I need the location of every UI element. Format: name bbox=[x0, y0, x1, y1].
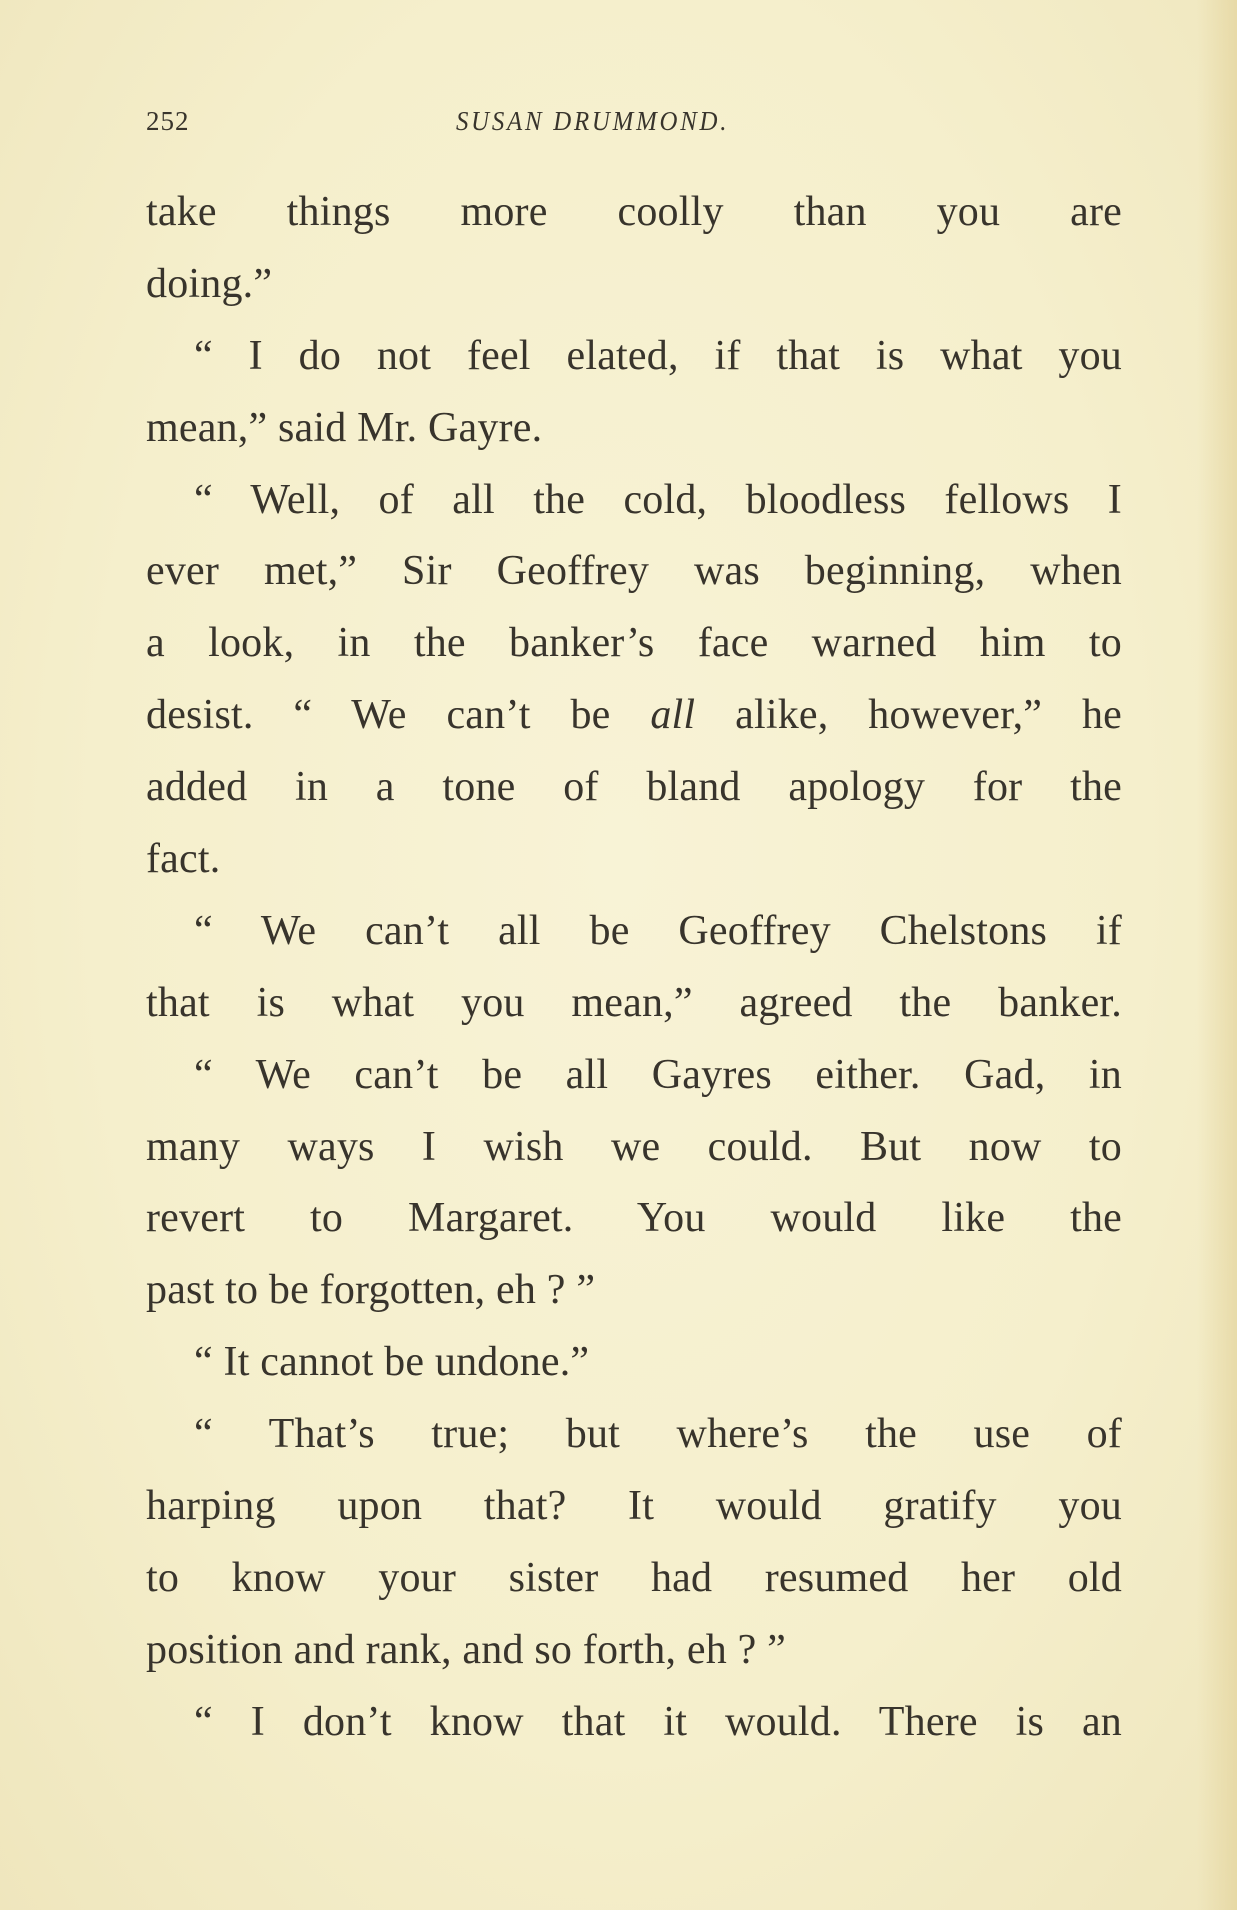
text-line-content: take things more coolly than you are bbox=[146, 189, 1122, 235]
text-line-content: added in a tone of bland apology for the bbox=[146, 764, 1122, 811]
text-line bbox=[146, 1112, 1122, 1184]
text-line-content: ever met,” Sir Geoffrey was beginning, when bbox=[146, 548, 1122, 595]
page-edge-shadow bbox=[1197, 0, 1237, 1910]
text-line bbox=[146, 321, 1122, 393]
text-line bbox=[146, 1399, 1122, 1471]
text-line-content: “ It cannot be undone.” bbox=[194, 1339, 590, 1386]
text-line bbox=[146, 1183, 1122, 1255]
text-line bbox=[146, 680, 1122, 752]
text-line-content: harping upon that? It would gratify you bbox=[146, 1483, 1122, 1530]
text-line-continuation: alike, however,” he bbox=[695, 692, 1122, 739]
running-head bbox=[146, 100, 1122, 140]
text-line bbox=[146, 465, 1122, 537]
text-line-content: that is what you mean,” agreed the banker. bbox=[146, 979, 1122, 1026]
text-line-content: desist. “ We can’t be bbox=[146, 692, 651, 739]
text-line-content: many ways I wish we could. But now to bbox=[146, 1123, 1122, 1170]
text-line bbox=[146, 1615, 1122, 1687]
text-line-content: fact. bbox=[146, 836, 221, 883]
text-line bbox=[146, 249, 1122, 321]
text-line bbox=[146, 608, 1122, 680]
text-line-content: position and rank, and so forth, eh ? ” bbox=[146, 1626, 786, 1673]
text-line bbox=[146, 177, 1122, 249]
text-line bbox=[146, 1040, 1122, 1112]
text-line bbox=[146, 1687, 1122, 1759]
text-line-content: mean,” said Mr. Gayre. bbox=[146, 404, 543, 451]
text-line bbox=[146, 752, 1122, 824]
running-title: SUSAN DRUMMOND. bbox=[456, 106, 730, 136]
text-line bbox=[146, 536, 1122, 608]
text-line-content: doing.” bbox=[146, 260, 273, 307]
text-line-content: “ We can’t all be Geoffrey Chelstons if bbox=[194, 907, 1122, 954]
text-line-content: “ We can’t be all Gayres either. Gad, in bbox=[194, 1051, 1122, 1098]
text-line-content: “ I do not feel elated, if that is what you bbox=[194, 332, 1122, 379]
text-line-content: past to be forgotten, eh ? ” bbox=[146, 1267, 596, 1314]
text-line-content: to know your sister had resumed her old bbox=[146, 1554, 1122, 1601]
text-line-content: “ That’s true; but where’s the use of bbox=[194, 1411, 1122, 1458]
body-text bbox=[146, 177, 1122, 1759]
text-line bbox=[146, 1471, 1122, 1543]
text-line bbox=[146, 968, 1122, 1040]
text-line-content: “ I don’t know that it would. There is an bbox=[194, 1698, 1122, 1745]
text-line bbox=[146, 393, 1122, 465]
page-number: 252 bbox=[146, 106, 190, 136]
text-line bbox=[146, 896, 1122, 968]
text-line-content: revert to Margaret. You would like the bbox=[146, 1195, 1122, 1242]
text-line bbox=[146, 1255, 1122, 1327]
italic-emphasis: all bbox=[650, 692, 696, 739]
text-line bbox=[146, 824, 1122, 896]
text-line bbox=[146, 1327, 1122, 1399]
text-line bbox=[146, 1543, 1122, 1615]
text-line-content: “ Well, of all the cold, bloodless fellows I bbox=[194, 476, 1122, 523]
text-line-content: a look, in the banker’s face warned him to bbox=[146, 620, 1122, 667]
